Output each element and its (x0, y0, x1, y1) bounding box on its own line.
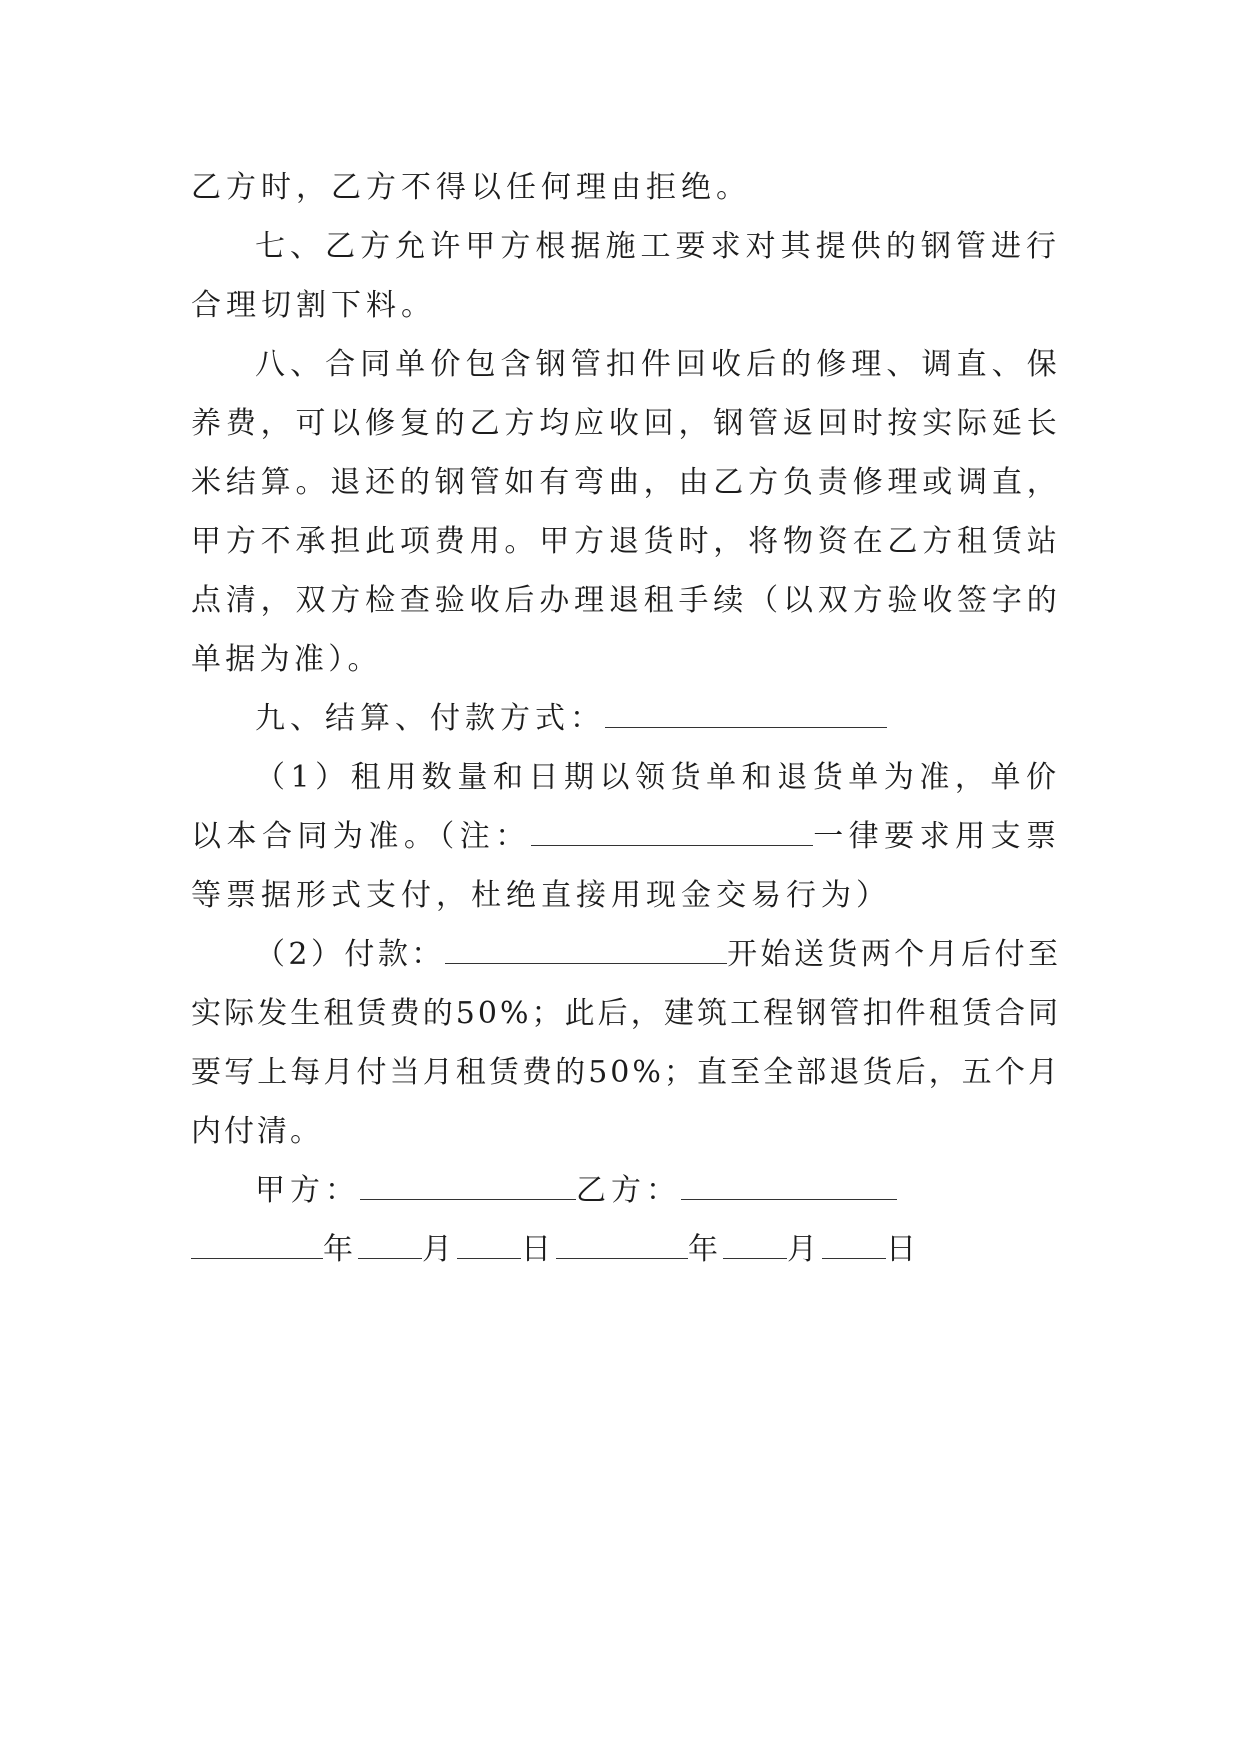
party-b-day-label: 日 (886, 1232, 921, 1267)
party-a-month-label: 月 (422, 1232, 457, 1267)
clause-8: 八、合同单价包含钢管扣件回收后的修理、调直、保养费，可以修复的乙方均应收回，钢管返回时按实际延长米结算。退还的钢管如有弯曲，由乙方负责修理或调直，甲方不承担此项费用。甲方退货时，将物资在乙方租赁站点清，双方检查验收后办理退租手续（以双方验收签字的单据为准）。 (191, 347, 1061, 677)
clause-continuation: 乙方时，乙方不得以任何理由拒绝。 (191, 170, 751, 205)
clause-9-item-1-text-b: 一律要求用支票等票据形式支付，杜绝直接用现金交易行为） (191, 819, 1062, 913)
date-line (191, 1220, 1061, 1279)
payment-blank (445, 939, 727, 964)
party-b-day-blank (822, 1234, 886, 1259)
party-a-blank (360, 1175, 576, 1200)
party-b-month-label: 月 (787, 1232, 822, 1267)
party-a-month-blank (358, 1234, 422, 1259)
clause-9-item-2 (191, 925, 1061, 1161)
party-b-blank (681, 1175, 897, 1200)
party-b-label: 乙方： (576, 1173, 681, 1208)
contract-body (191, 158, 1061, 1279)
clause-7: 七、乙方允许甲方根据施工要求对其提供的钢管进行合理切割下料。 (191, 229, 1061, 323)
clause-9-item-1-text-a: （1）租用数量和日期以领货单和退货单为准，单价以本合同为准。（注： (191, 760, 1061, 854)
party-a-day-blank (457, 1234, 521, 1259)
payment-method-blank (605, 703, 887, 728)
note-blank (531, 821, 813, 846)
party-b-year-label: 年 (688, 1232, 723, 1267)
party-b-month-blank (723, 1234, 787, 1259)
party-a-year-label: 年 (323, 1232, 358, 1267)
party-b-year-blank (556, 1234, 688, 1259)
party-a-year-blank (191, 1234, 323, 1259)
clause-9-label: 九、结算、付款方式： (255, 701, 605, 736)
clause-9 (191, 689, 1061, 748)
clause-9-item-2-text-a: （2）付款： (255, 937, 445, 972)
party-a-label: 甲方： (255, 1173, 360, 1208)
party-a-day-label: 日 (521, 1232, 556, 1267)
clause-9-item-2-text-b: 开始送货两个月后付至实际发生租赁费的50%；此后，建筑工程钢管扣件租赁合同要写上每月付当月租赁费的50%；直至全部退货后，五个月内付清。 (191, 937, 1062, 1149)
clause-9-item-1 (191, 748, 1061, 925)
signature-line (191, 1161, 1061, 1220)
